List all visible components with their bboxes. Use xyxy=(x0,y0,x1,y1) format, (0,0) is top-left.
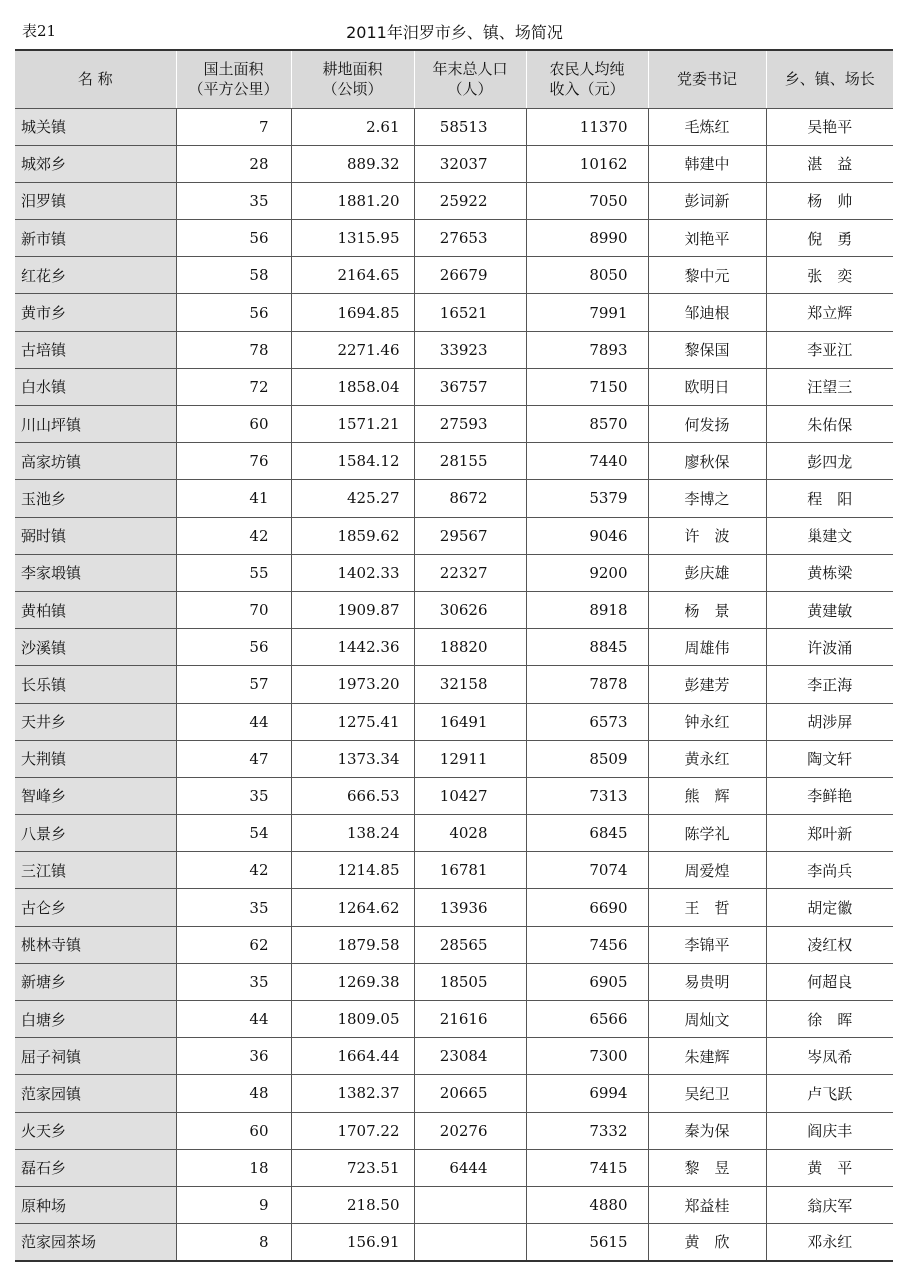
cell-name: 八景乡 xyxy=(15,815,176,852)
cell-farmer-income: 8918 xyxy=(526,591,648,628)
cell-name: 原种场 xyxy=(15,1186,176,1223)
cell-party-secretary: 韩建中 xyxy=(648,145,766,182)
table-row xyxy=(15,1001,893,1038)
cell-land-area: 55 xyxy=(176,554,291,591)
table-row xyxy=(15,740,893,777)
cell-township-head: 凌红权 xyxy=(766,926,893,963)
table-body xyxy=(15,108,893,1261)
cell-population: 27653 xyxy=(414,220,526,257)
cell-farmland-area: 1264.62 xyxy=(291,889,414,926)
cell-population: 27593 xyxy=(414,406,526,443)
table-row xyxy=(15,777,893,814)
cell-party-secretary: 李博之 xyxy=(648,480,766,517)
header-population: 年末总人口 （人） xyxy=(414,50,526,108)
cell-name: 沙溪镇 xyxy=(15,629,176,666)
table-row xyxy=(15,257,893,294)
table-row xyxy=(15,1038,893,1075)
cell-land-area: 42 xyxy=(176,517,291,554)
table-row xyxy=(15,591,893,628)
cell-farmer-income: 7150 xyxy=(526,368,648,405)
cell-farmland-area: 1373.34 xyxy=(291,740,414,777)
table-row xyxy=(15,629,893,666)
cell-land-area: 44 xyxy=(176,1001,291,1038)
cell-party-secretary: 欧明日 xyxy=(648,368,766,405)
cell-population: 8672 xyxy=(414,480,526,517)
cell-farmland-area: 1859.62 xyxy=(291,517,414,554)
cell-township-head: 李尚兵 xyxy=(766,852,893,889)
cell-land-area: 8 xyxy=(176,1224,291,1261)
cell-population: 28565 xyxy=(414,926,526,963)
cell-name: 屈子祠镇 xyxy=(15,1038,176,1075)
cell-farmland-area: 889.32 xyxy=(291,145,414,182)
cell-population: 21616 xyxy=(414,1001,526,1038)
table-row xyxy=(15,182,893,219)
cell-population: 32158 xyxy=(414,666,526,703)
table-header-row xyxy=(15,50,893,108)
cell-party-secretary: 朱建辉 xyxy=(648,1038,766,1075)
cell-population: 58513 xyxy=(414,108,526,145)
cell-farmland-area: 1809.05 xyxy=(291,1001,414,1038)
cell-party-secretary: 彭建芳 xyxy=(648,666,766,703)
cell-population: 20276 xyxy=(414,1112,526,1149)
cell-name: 新塘乡 xyxy=(15,963,176,1000)
cell-township-head: 何超良 xyxy=(766,963,893,1000)
cell-party-secretary: 郑益桂 xyxy=(648,1186,766,1223)
cell-farmer-income: 7456 xyxy=(526,926,648,963)
cell-farmer-income: 7878 xyxy=(526,666,648,703)
cell-name: 城关镇 xyxy=(15,108,176,145)
cell-party-secretary: 熊 辉 xyxy=(648,777,766,814)
cell-population: 13936 xyxy=(414,889,526,926)
cell-township-head: 翁庆军 xyxy=(766,1186,893,1223)
cell-farmer-income: 6845 xyxy=(526,815,648,852)
cell-land-area: 72 xyxy=(176,368,291,405)
cell-population xyxy=(414,1224,526,1261)
cell-farmer-income: 7313 xyxy=(526,777,648,814)
cell-party-secretary: 廖秋保 xyxy=(648,443,766,480)
cell-farmer-income: 8570 xyxy=(526,406,648,443)
cell-farmer-income: 7415 xyxy=(526,1149,648,1186)
cell-party-secretary: 钟永红 xyxy=(648,703,766,740)
table-row xyxy=(15,703,893,740)
cell-farmer-income: 7050 xyxy=(526,182,648,219)
cell-land-area: 76 xyxy=(176,443,291,480)
cell-population: 16521 xyxy=(414,294,526,331)
table-row xyxy=(15,852,893,889)
table-row xyxy=(15,815,893,852)
cell-party-secretary: 吴纪卫 xyxy=(648,1075,766,1112)
cell-party-secretary: 彭庆雄 xyxy=(648,554,766,591)
cell-township-head: 黄栋梁 xyxy=(766,554,893,591)
cell-farmland-area: 1879.58 xyxy=(291,926,414,963)
cell-population: 10427 xyxy=(414,777,526,814)
cell-land-area: 7 xyxy=(176,108,291,145)
cell-township-head: 郑叶新 xyxy=(766,815,893,852)
page-title: 2011年汨罗市乡、镇、场简况 xyxy=(346,23,563,42)
cell-farmer-income: 7074 xyxy=(526,852,648,889)
cell-party-secretary: 黎 昱 xyxy=(648,1149,766,1186)
cell-farmer-income: 4880 xyxy=(526,1186,648,1223)
cell-farmland-area: 425.27 xyxy=(291,480,414,517)
cell-party-secretary: 彭词新 xyxy=(648,182,766,219)
cell-farmer-income: 8050 xyxy=(526,257,648,294)
cell-name: 高家坊镇 xyxy=(15,443,176,480)
cell-township-head: 巢建文 xyxy=(766,517,893,554)
cell-farmland-area: 1707.22 xyxy=(291,1112,414,1149)
cell-farmer-income: 8990 xyxy=(526,220,648,257)
cell-name: 火天乡 xyxy=(15,1112,176,1149)
cell-township-head: 阎庆丰 xyxy=(766,1112,893,1149)
cell-farmland-area: 1694.85 xyxy=(291,294,414,331)
cell-name: 新市镇 xyxy=(15,220,176,257)
cell-population: 25922 xyxy=(414,182,526,219)
cell-township-head: 陶文轩 xyxy=(766,740,893,777)
cell-farmland-area: 1269.38 xyxy=(291,963,414,1000)
cell-farmland-area: 1315.95 xyxy=(291,220,414,257)
cell-population: 12911 xyxy=(414,740,526,777)
cell-township-head: 许波涌 xyxy=(766,629,893,666)
cell-name: 范家园镇 xyxy=(15,1075,176,1112)
table-row xyxy=(15,108,893,145)
cell-name: 大荆镇 xyxy=(15,740,176,777)
cell-farmer-income: 7440 xyxy=(526,443,648,480)
cell-population: 20665 xyxy=(414,1075,526,1112)
cell-party-secretary: 毛炼红 xyxy=(648,108,766,145)
cell-population: 29567 xyxy=(414,517,526,554)
cell-name: 红花乡 xyxy=(15,257,176,294)
cell-farmer-income: 7300 xyxy=(526,1038,648,1075)
table-row xyxy=(15,368,893,405)
cell-township-head: 彭四龙 xyxy=(766,443,893,480)
cell-farmer-income: 7332 xyxy=(526,1112,648,1149)
cell-name: 汨罗镇 xyxy=(15,182,176,219)
cell-farmer-income: 7893 xyxy=(526,331,648,368)
cell-farmland-area: 218.50 xyxy=(291,1186,414,1223)
cell-party-secretary: 秦为保 xyxy=(648,1112,766,1149)
cell-land-area: 9 xyxy=(176,1186,291,1223)
cell-population: 30626 xyxy=(414,591,526,628)
header-party-secretary: 党委书记 xyxy=(648,50,766,108)
table-row xyxy=(15,331,893,368)
table-number-label: 表21 xyxy=(22,22,57,40)
cell-township-head: 黄建敏 xyxy=(766,591,893,628)
cell-population xyxy=(414,1186,526,1223)
cell-name: 黄柏镇 xyxy=(15,591,176,628)
cell-township-head: 岑凤希 xyxy=(766,1038,893,1075)
cell-farmer-income: 5379 xyxy=(526,480,648,517)
cell-name: 天井乡 xyxy=(15,703,176,740)
cell-farmer-income: 6566 xyxy=(526,1001,648,1038)
cell-farmer-income: 6994 xyxy=(526,1075,648,1112)
cell-farmland-area: 2164.65 xyxy=(291,257,414,294)
cell-farmland-area: 1973.20 xyxy=(291,666,414,703)
header-farmer-income: 农民人均纯 收入（元） xyxy=(526,50,648,108)
cell-farmer-income: 5615 xyxy=(526,1224,648,1261)
table-row xyxy=(15,443,893,480)
table-row xyxy=(15,517,893,554)
cell-township-head: 张 奕 xyxy=(766,257,893,294)
cell-farmer-income: 6905 xyxy=(526,963,648,1000)
cell-farmland-area: 723.51 xyxy=(291,1149,414,1186)
cell-farmer-income: 9200 xyxy=(526,554,648,591)
cell-farmer-income: 10162 xyxy=(526,145,648,182)
header-name: 名 称 xyxy=(15,50,176,108)
cell-farmer-income: 7991 xyxy=(526,294,648,331)
cell-township-head: 徐 晖 xyxy=(766,1001,893,1038)
cell-name: 磊石乡 xyxy=(15,1149,176,1186)
cell-party-secretary: 黎中元 xyxy=(648,257,766,294)
cell-land-area: 60 xyxy=(176,1112,291,1149)
cell-land-area: 78 xyxy=(176,331,291,368)
cell-population: 22327 xyxy=(414,554,526,591)
cell-party-secretary: 杨 景 xyxy=(648,591,766,628)
cell-land-area: 48 xyxy=(176,1075,291,1112)
header-land-area: 国土面积 （平方公里） xyxy=(176,50,291,108)
table-row xyxy=(15,220,893,257)
cell-township-head: 李正海 xyxy=(766,666,893,703)
table-row xyxy=(15,666,893,703)
table-row xyxy=(15,889,893,926)
table-row xyxy=(15,1149,893,1186)
cell-name: 李家塅镇 xyxy=(15,554,176,591)
cell-population: 6444 xyxy=(414,1149,526,1186)
table-row xyxy=(15,1186,893,1223)
cell-party-secretary: 陈学礼 xyxy=(648,815,766,852)
cell-farmland-area: 1442.36 xyxy=(291,629,414,666)
cell-name: 范家园茶场 xyxy=(15,1224,176,1261)
cell-population: 18505 xyxy=(414,963,526,1000)
cell-population: 28155 xyxy=(414,443,526,480)
table-row xyxy=(15,145,893,182)
cell-township-head: 黄 平 xyxy=(766,1149,893,1186)
table-row xyxy=(15,480,893,517)
cell-party-secretary: 刘艳平 xyxy=(648,220,766,257)
cell-farmer-income: 6573 xyxy=(526,703,648,740)
cell-farmland-area: 1402.33 xyxy=(291,554,414,591)
cell-population: 16781 xyxy=(414,852,526,889)
header-township-head: 乡、镇、场长 xyxy=(766,50,893,108)
cell-land-area: 56 xyxy=(176,220,291,257)
cell-township-head: 程 阳 xyxy=(766,480,893,517)
cell-party-secretary: 周爱煌 xyxy=(648,852,766,889)
cell-party-secretary: 黎保国 xyxy=(648,331,766,368)
cell-land-area: 35 xyxy=(176,889,291,926)
cell-land-area: 62 xyxy=(176,926,291,963)
cell-township-head: 湛 益 xyxy=(766,145,893,182)
cell-township-head: 邓永红 xyxy=(766,1224,893,1261)
cell-township-head: 吴艳平 xyxy=(766,108,893,145)
cell-township-head: 郑立辉 xyxy=(766,294,893,331)
cell-township-head: 胡定徽 xyxy=(766,889,893,926)
cell-party-secretary: 李锦平 xyxy=(648,926,766,963)
cell-land-area: 56 xyxy=(176,629,291,666)
cell-population: 16491 xyxy=(414,703,526,740)
cell-farmland-area: 1275.41 xyxy=(291,703,414,740)
cell-township-head: 李亚江 xyxy=(766,331,893,368)
cell-name: 古培镇 xyxy=(15,331,176,368)
cell-party-secretary: 许 波 xyxy=(648,517,766,554)
cell-land-area: 57 xyxy=(176,666,291,703)
cell-farmland-area: 666.53 xyxy=(291,777,414,814)
cell-farmland-area: 1214.85 xyxy=(291,852,414,889)
cell-land-area: 35 xyxy=(176,777,291,814)
cell-farmland-area: 1909.87 xyxy=(291,591,414,628)
cell-farmland-area: 1881.20 xyxy=(291,182,414,219)
cell-party-secretary: 邹迪根 xyxy=(648,294,766,331)
table-row xyxy=(15,1224,893,1261)
cell-farmer-income: 11370 xyxy=(526,108,648,145)
cell-population: 32037 xyxy=(414,145,526,182)
cell-land-area: 35 xyxy=(176,963,291,1000)
cell-farmland-area: 1584.12 xyxy=(291,443,414,480)
cell-township-head: 胡涉屏 xyxy=(766,703,893,740)
cell-township-head: 汪望三 xyxy=(766,368,893,405)
cell-name: 白水镇 xyxy=(15,368,176,405)
cell-farmland-area: 156.91 xyxy=(291,1224,414,1261)
cell-population: 26679 xyxy=(414,257,526,294)
cell-land-area: 58 xyxy=(176,257,291,294)
cell-land-area: 18 xyxy=(176,1149,291,1186)
cell-name: 川山坪镇 xyxy=(15,406,176,443)
cell-township-head: 朱佑保 xyxy=(766,406,893,443)
cell-land-area: 28 xyxy=(176,145,291,182)
table-row xyxy=(15,294,893,331)
cell-party-secretary: 黄永红 xyxy=(648,740,766,777)
cell-farmer-income: 8845 xyxy=(526,629,648,666)
cell-farmland-area: 1858.04 xyxy=(291,368,414,405)
cell-population: 23084 xyxy=(414,1038,526,1075)
cell-population: 4028 xyxy=(414,815,526,852)
cell-party-secretary: 王 哲 xyxy=(648,889,766,926)
cell-population: 33923 xyxy=(414,331,526,368)
cell-party-secretary: 何发扬 xyxy=(648,406,766,443)
cell-land-area: 41 xyxy=(176,480,291,517)
cell-name: 弼时镇 xyxy=(15,517,176,554)
cell-land-area: 36 xyxy=(176,1038,291,1075)
cell-name: 智峰乡 xyxy=(15,777,176,814)
cell-population: 18820 xyxy=(414,629,526,666)
cell-farmland-area: 1571.21 xyxy=(291,406,414,443)
cell-name: 玉池乡 xyxy=(15,480,176,517)
cell-land-area: 35 xyxy=(176,182,291,219)
cell-name: 黄市乡 xyxy=(15,294,176,331)
cell-name: 桃林寺镇 xyxy=(15,926,176,963)
table-row xyxy=(15,963,893,1000)
cell-township-head: 杨 帅 xyxy=(766,182,893,219)
cell-farmland-area: 138.24 xyxy=(291,815,414,852)
cell-land-area: 44 xyxy=(176,703,291,740)
cell-land-area: 42 xyxy=(176,852,291,889)
table-row xyxy=(15,406,893,443)
cell-party-secretary: 易贵明 xyxy=(648,963,766,1000)
table-row xyxy=(15,1075,893,1112)
cell-land-area: 70 xyxy=(176,591,291,628)
cell-farmland-area: 1664.44 xyxy=(291,1038,414,1075)
cell-party-secretary: 周灿文 xyxy=(648,1001,766,1038)
cell-name: 城郊乡 xyxy=(15,145,176,182)
cell-name: 古仑乡 xyxy=(15,889,176,926)
township-summary-table xyxy=(15,49,893,1262)
cell-party-secretary: 周雄伟 xyxy=(648,629,766,666)
cell-land-area: 54 xyxy=(176,815,291,852)
header-farmland-area: 耕地面积 （公顷） xyxy=(291,50,414,108)
cell-township-head: 李鲜艳 xyxy=(766,777,893,814)
cell-farmer-income: 6690 xyxy=(526,889,648,926)
table-row xyxy=(15,554,893,591)
cell-name: 白塘乡 xyxy=(15,1001,176,1038)
cell-name: 长乐镇 xyxy=(15,666,176,703)
cell-township-head: 倪 勇 xyxy=(766,220,893,257)
table-row xyxy=(15,1112,893,1149)
cell-land-area: 60 xyxy=(176,406,291,443)
cell-name: 三江镇 xyxy=(15,852,176,889)
cell-population: 36757 xyxy=(414,368,526,405)
cell-land-area: 56 xyxy=(176,294,291,331)
cell-farmland-area: 1382.37 xyxy=(291,1075,414,1112)
cell-farmland-area: 2271.46 xyxy=(291,331,414,368)
cell-township-head: 卢飞跃 xyxy=(766,1075,893,1112)
cell-party-secretary: 黄 欣 xyxy=(648,1224,766,1261)
cell-land-area: 47 xyxy=(176,740,291,777)
table-row xyxy=(15,926,893,963)
cell-farmer-income: 8509 xyxy=(526,740,648,777)
cell-farmer-income: 9046 xyxy=(526,517,648,554)
cell-farmland-area: 2.61 xyxy=(291,108,414,145)
